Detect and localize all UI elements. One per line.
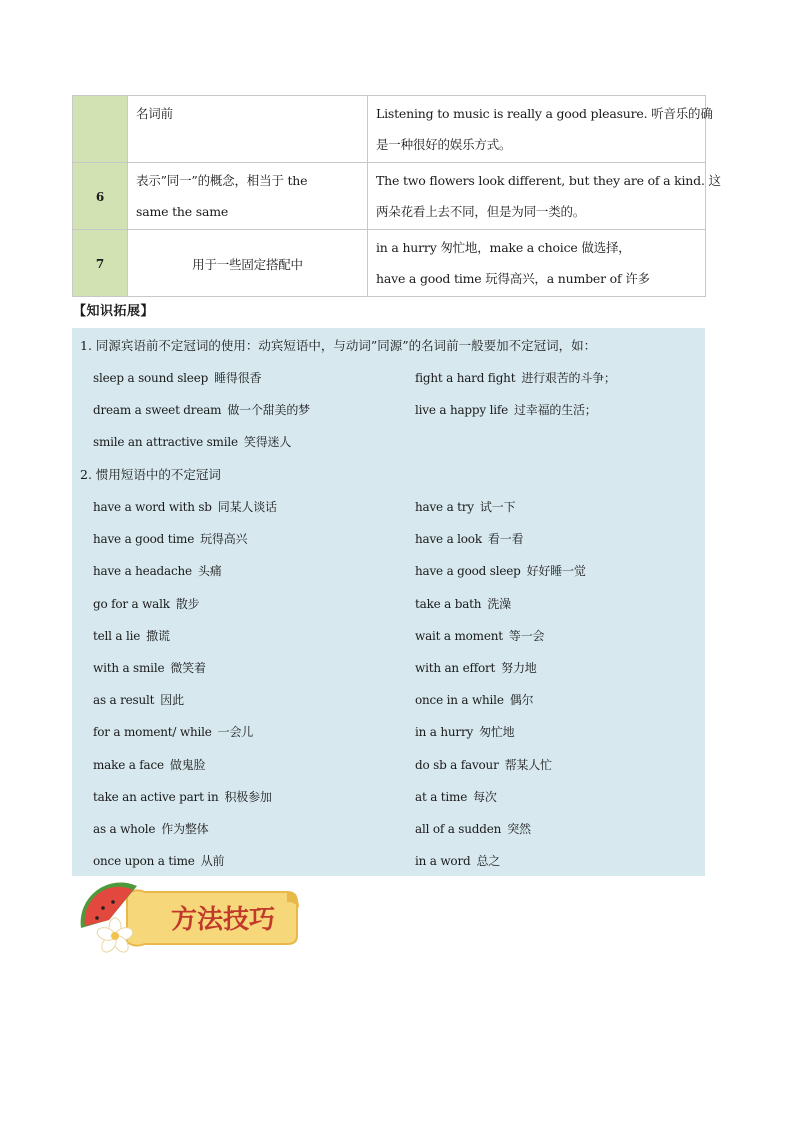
phrase-zh: 进行艰苦的斗争； <box>521 371 616 385</box>
list-item <box>415 498 515 515</box>
usage-table <box>72 95 721 297</box>
phrase-en: wait a moment <box>415 628 503 643</box>
phrase-zh: 好好睡一觉 <box>526 564 586 579</box>
list-item <box>93 498 277 515</box>
usage-text: same the same <box>136 204 229 219</box>
table-row <box>73 163 706 230</box>
list-item <box>415 756 552 773</box>
list-item <box>93 820 208 837</box>
phrase-zh: 帮某人忙 <box>504 757 552 772</box>
table-row <box>73 230 706 297</box>
example-line: Listening to music is really a good pleasure. 听音乐的确 <box>376 106 713 121</box>
list-item <box>93 530 247 547</box>
phrase-en: in a word <box>415 854 471 869</box>
phrase-en: have a word with sb <box>93 500 212 514</box>
phrase-zh: 努力地 <box>501 661 537 675</box>
phrase-zh: 头痛 <box>197 564 222 579</box>
phrase-en: have a headache <box>93 564 192 579</box>
list-item <box>415 723 514 740</box>
example-line: The two flowers look different, but they are of a kind. 这 <box>376 173 721 188</box>
table-row <box>73 96 706 163</box>
phrase-zh: 突然 <box>507 822 531 836</box>
list-item <box>415 369 616 386</box>
phrase-en: have a good time <box>93 532 195 547</box>
phrase-en: as a whole <box>93 822 156 836</box>
phrase-zh: 同某人谈话 <box>217 500 277 514</box>
example-line: 是一种很好的娱乐方式。 <box>376 137 512 152</box>
list-item <box>415 627 544 644</box>
seed <box>111 900 115 904</box>
list-item <box>93 723 253 740</box>
usage-text: 名词前 <box>136 106 173 121</box>
phrase-zh: 散步 <box>175 596 200 611</box>
seed <box>101 906 105 910</box>
list-item <box>415 562 586 579</box>
knowledge-box <box>72 328 705 876</box>
section-heading: 【知识拓展】 <box>73 304 155 319</box>
phrase-zh: 做鬼脸 <box>169 757 206 772</box>
phrase-en: take a bath <box>415 596 482 611</box>
phrase-zh: 洗澡 <box>487 596 511 611</box>
list-item <box>415 691 533 708</box>
phrase-zh: 等一会 <box>508 628 545 643</box>
list-item <box>93 788 272 805</box>
phrase-en: do sb a favour <box>415 757 499 772</box>
usage-text: 表示”同一”的概念，相当于 the <box>136 173 308 188</box>
phrase-en: make a face <box>93 757 164 772</box>
phrase-zh: 因此 <box>160 693 184 708</box>
example-cell <box>368 163 721 230</box>
phrase-en: smile an attractive smile <box>93 435 238 449</box>
list-item <box>415 820 531 837</box>
phrase-en: with an effort <box>415 661 496 675</box>
phrase-zh: 睡得很香 <box>214 371 262 385</box>
usage-cell <box>128 96 368 163</box>
phrase-en: tell a lie <box>93 628 141 643</box>
phrase-en: sleep a sound sleep <box>93 371 209 385</box>
phrase-zh: 作为整体 <box>161 822 209 836</box>
phrase-zh: 偶尔 <box>509 693 534 708</box>
phrase-en: with a smile <box>93 661 165 675</box>
knowledge-heading-2: 2. 惯用短语中的不定冠词 <box>80 467 221 482</box>
phrase-zh: 过幸福的生活； <box>514 403 597 417</box>
list-item <box>93 756 205 773</box>
phrase-zh: 总之 <box>476 854 501 869</box>
list-item <box>93 659 206 676</box>
list-item <box>415 659 537 676</box>
list-item <box>415 788 497 805</box>
list-item <box>93 562 222 579</box>
knowledge-heading-1: 1. 同源宾语前不定冠词的使用：动宾短语中，与动词”同源”的名词前一般要加不定冠词，如： <box>80 338 597 353</box>
phrase-zh: 撒谎 <box>146 628 170 643</box>
list-item <box>93 401 310 418</box>
phrase-zh: 做一个甜美的梦 <box>227 403 310 417</box>
phrase-en: fight a hard fight <box>415 371 516 385</box>
list-item <box>415 595 511 612</box>
example-cell <box>368 230 706 297</box>
phrase-en: take an active part in <box>93 789 219 804</box>
phrase-en: have a look <box>415 532 482 547</box>
phrase-en: have a try <box>415 500 474 514</box>
phrase-en: as a result <box>93 693 155 708</box>
phrase-en: have a good sleep <box>415 564 521 579</box>
phrase-zh: 从前 <box>200 854 225 869</box>
example-line: have a good time 玩得高兴，a number of 许多 <box>376 271 650 286</box>
banner-title: 方法技巧 <box>171 905 276 935</box>
phrase-en: go for a walk <box>93 596 170 611</box>
phrase-zh: 试一下 <box>479 500 516 514</box>
list-item <box>93 595 199 612</box>
watermelon-flesh <box>85 887 133 926</box>
list-item <box>93 627 170 644</box>
example-cell <box>368 96 713 163</box>
phrase-en: once in a while <box>415 693 504 708</box>
usage-cell <box>128 163 368 230</box>
list-item <box>93 433 291 450</box>
phrase-zh: 微笑着 <box>170 661 206 675</box>
row-number <box>73 96 128 163</box>
phrase-en: all of a sudden <box>415 822 502 836</box>
phrase-en: once upon a time <box>93 854 195 869</box>
list-item <box>415 530 523 547</box>
phrase-zh: 每次 <box>473 789 497 804</box>
example-line: 两朵花看上去不同，但是为同一类的。 <box>376 204 586 219</box>
phrase-zh: 一会儿 <box>217 725 254 740</box>
example-line: in a hurry 匆忙地，make a choice 做选择， <box>376 240 631 255</box>
seed <box>95 916 99 920</box>
method-tips-banner <box>75 880 305 958</box>
phrase-en: live a happy life <box>415 403 508 417</box>
phrase-en: at a time <box>415 789 468 804</box>
phrase-en: dream a sweet dream <box>93 403 222 417</box>
list-item <box>93 691 184 708</box>
phrase-en: for a moment/ while <box>93 725 212 740</box>
row-number: 7 <box>73 230 128 297</box>
usage-text: 用于一些固定搭配中 <box>192 256 303 272</box>
list-item <box>415 401 597 418</box>
phrase-zh: 看一看 <box>487 532 524 547</box>
row-number: 6 <box>73 163 128 230</box>
phrase-en: in a hurry <box>415 725 474 740</box>
list-item <box>93 369 261 386</box>
list-item <box>415 852 500 869</box>
phrase-zh: 玩得高兴 <box>200 532 248 547</box>
usage-cell <box>128 230 368 297</box>
phrase-zh: 积极参加 <box>224 789 272 804</box>
phrase-zh: 笑得迷人 <box>243 435 292 449</box>
list-item <box>93 852 224 869</box>
phrase-zh: 匆忙地 <box>479 725 515 740</box>
banner-graphic <box>75 880 305 958</box>
